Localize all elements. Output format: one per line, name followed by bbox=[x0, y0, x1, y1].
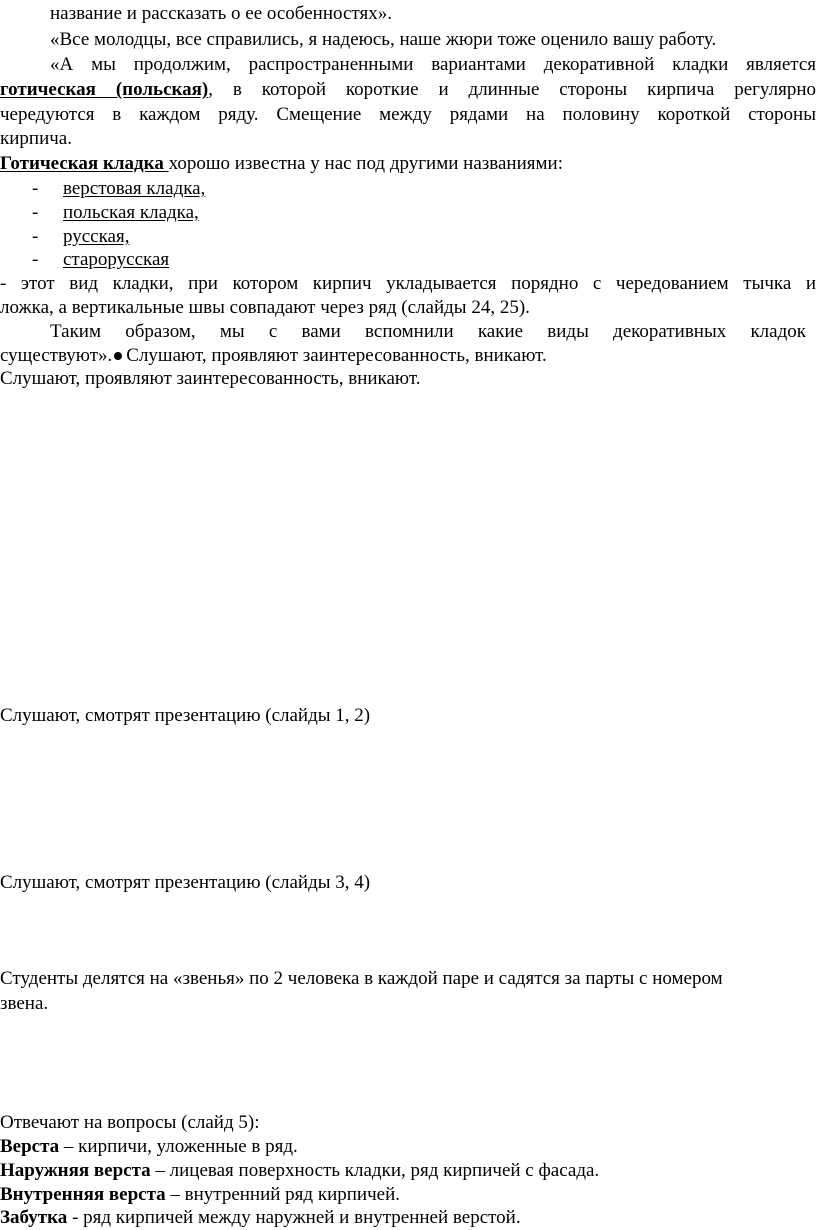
definition-text: – кирпичи, уложенные в ряд. bbox=[59, 1136, 298, 1157]
text-span: Слушают, проявляют заинтересованность, вникают. bbox=[126, 345, 547, 366]
list-item bbox=[32, 247, 169, 272]
list-dash: - bbox=[32, 226, 39, 247]
list-dash: - bbox=[32, 249, 39, 270]
list-item-text: старорусская bbox=[63, 249, 170, 270]
list-item-text: польская кладка, bbox=[63, 202, 199, 223]
list-item bbox=[32, 224, 129, 249]
text-line: «Все молодцы, все справились, я надеюсь, наше жюри тоже оценило вашу работу. bbox=[50, 29, 717, 50]
text-span: , в которой короткие и длинные стороны кирпича регулярно bbox=[208, 79, 816, 100]
definition-text: – внутренний ряд кирпичей. bbox=[165, 1184, 400, 1205]
gothic-term: Готическая кладка bbox=[0, 153, 169, 174]
definition-term: Верста bbox=[0, 1136, 60, 1157]
definition-row bbox=[0, 1205, 816, 1230]
list-item-text: русская, bbox=[63, 226, 130, 247]
text-line: звена. bbox=[0, 993, 49, 1014]
list-item bbox=[32, 200, 199, 225]
text-span: существуют». bbox=[0, 345, 113, 366]
definition-text: – лицевая поверхность кладки, ряд кирпичей с фасада. bbox=[150, 1160, 600, 1181]
bullet-icon bbox=[114, 352, 122, 360]
text-line: кирпича. bbox=[0, 128, 72, 149]
definition-text: - ряд кирпичей между наружней и внутренней верстой. bbox=[67, 1207, 521, 1228]
definition-row bbox=[0, 1182, 816, 1207]
text-line bbox=[0, 77, 816, 102]
definition-term: Внутренняя верста bbox=[0, 1184, 166, 1205]
definition-row bbox=[0, 1158, 816, 1183]
text-line: Таким образом, мы с вами вспомнили какие виды декоративных кладок bbox=[50, 321, 806, 342]
text-line: Студенты делятся на «звенья» по 2 человека в каждой паре и садятся за парты с номером bbox=[0, 968, 723, 989]
text-line bbox=[0, 343, 816, 368]
text-line: чередуются в каждом ряду. Смещение между рядами на половину короткой стороны bbox=[0, 104, 816, 125]
definition-term: Забутка bbox=[0, 1207, 68, 1228]
text-line: Отвечают на вопросы (слайд 5): bbox=[0, 1112, 260, 1133]
definition-row bbox=[0, 1134, 816, 1159]
gothic-polish-term: готическая (польская) bbox=[0, 79, 209, 100]
text-line: - этот вид кладки, при котором кирпич укладывается порядно с чередованием тычка и bbox=[0, 273, 816, 294]
text-line: Слушают, смотрят презентацию (слайды 3, 4) bbox=[0, 872, 371, 893]
text-line: «А мы продолжим, распространенными вариантами декоративной кладки является bbox=[50, 54, 816, 75]
list-item-text: верстовая кладка, bbox=[63, 178, 206, 199]
definition-term: Наружняя верста bbox=[0, 1160, 151, 1181]
text-line: название и рассказать о ее особенностях». bbox=[50, 3, 392, 24]
text-line: ложка, а вертикальные швы совпадают через ряд (слайды 24, 25). bbox=[0, 297, 530, 318]
text-line bbox=[0, 151, 816, 176]
text-span: хорошо известна у нас под другими названиями: bbox=[168, 153, 563, 174]
list-item bbox=[32, 176, 205, 201]
text-line: Слушают, смотрят презентацию (слайды 1, 2) bbox=[0, 705, 371, 726]
list-dash: - bbox=[32, 202, 39, 223]
text-line: Слушают, проявляют заинтересованность, вникают. bbox=[0, 368, 421, 389]
list-dash: - bbox=[32, 178, 39, 199]
